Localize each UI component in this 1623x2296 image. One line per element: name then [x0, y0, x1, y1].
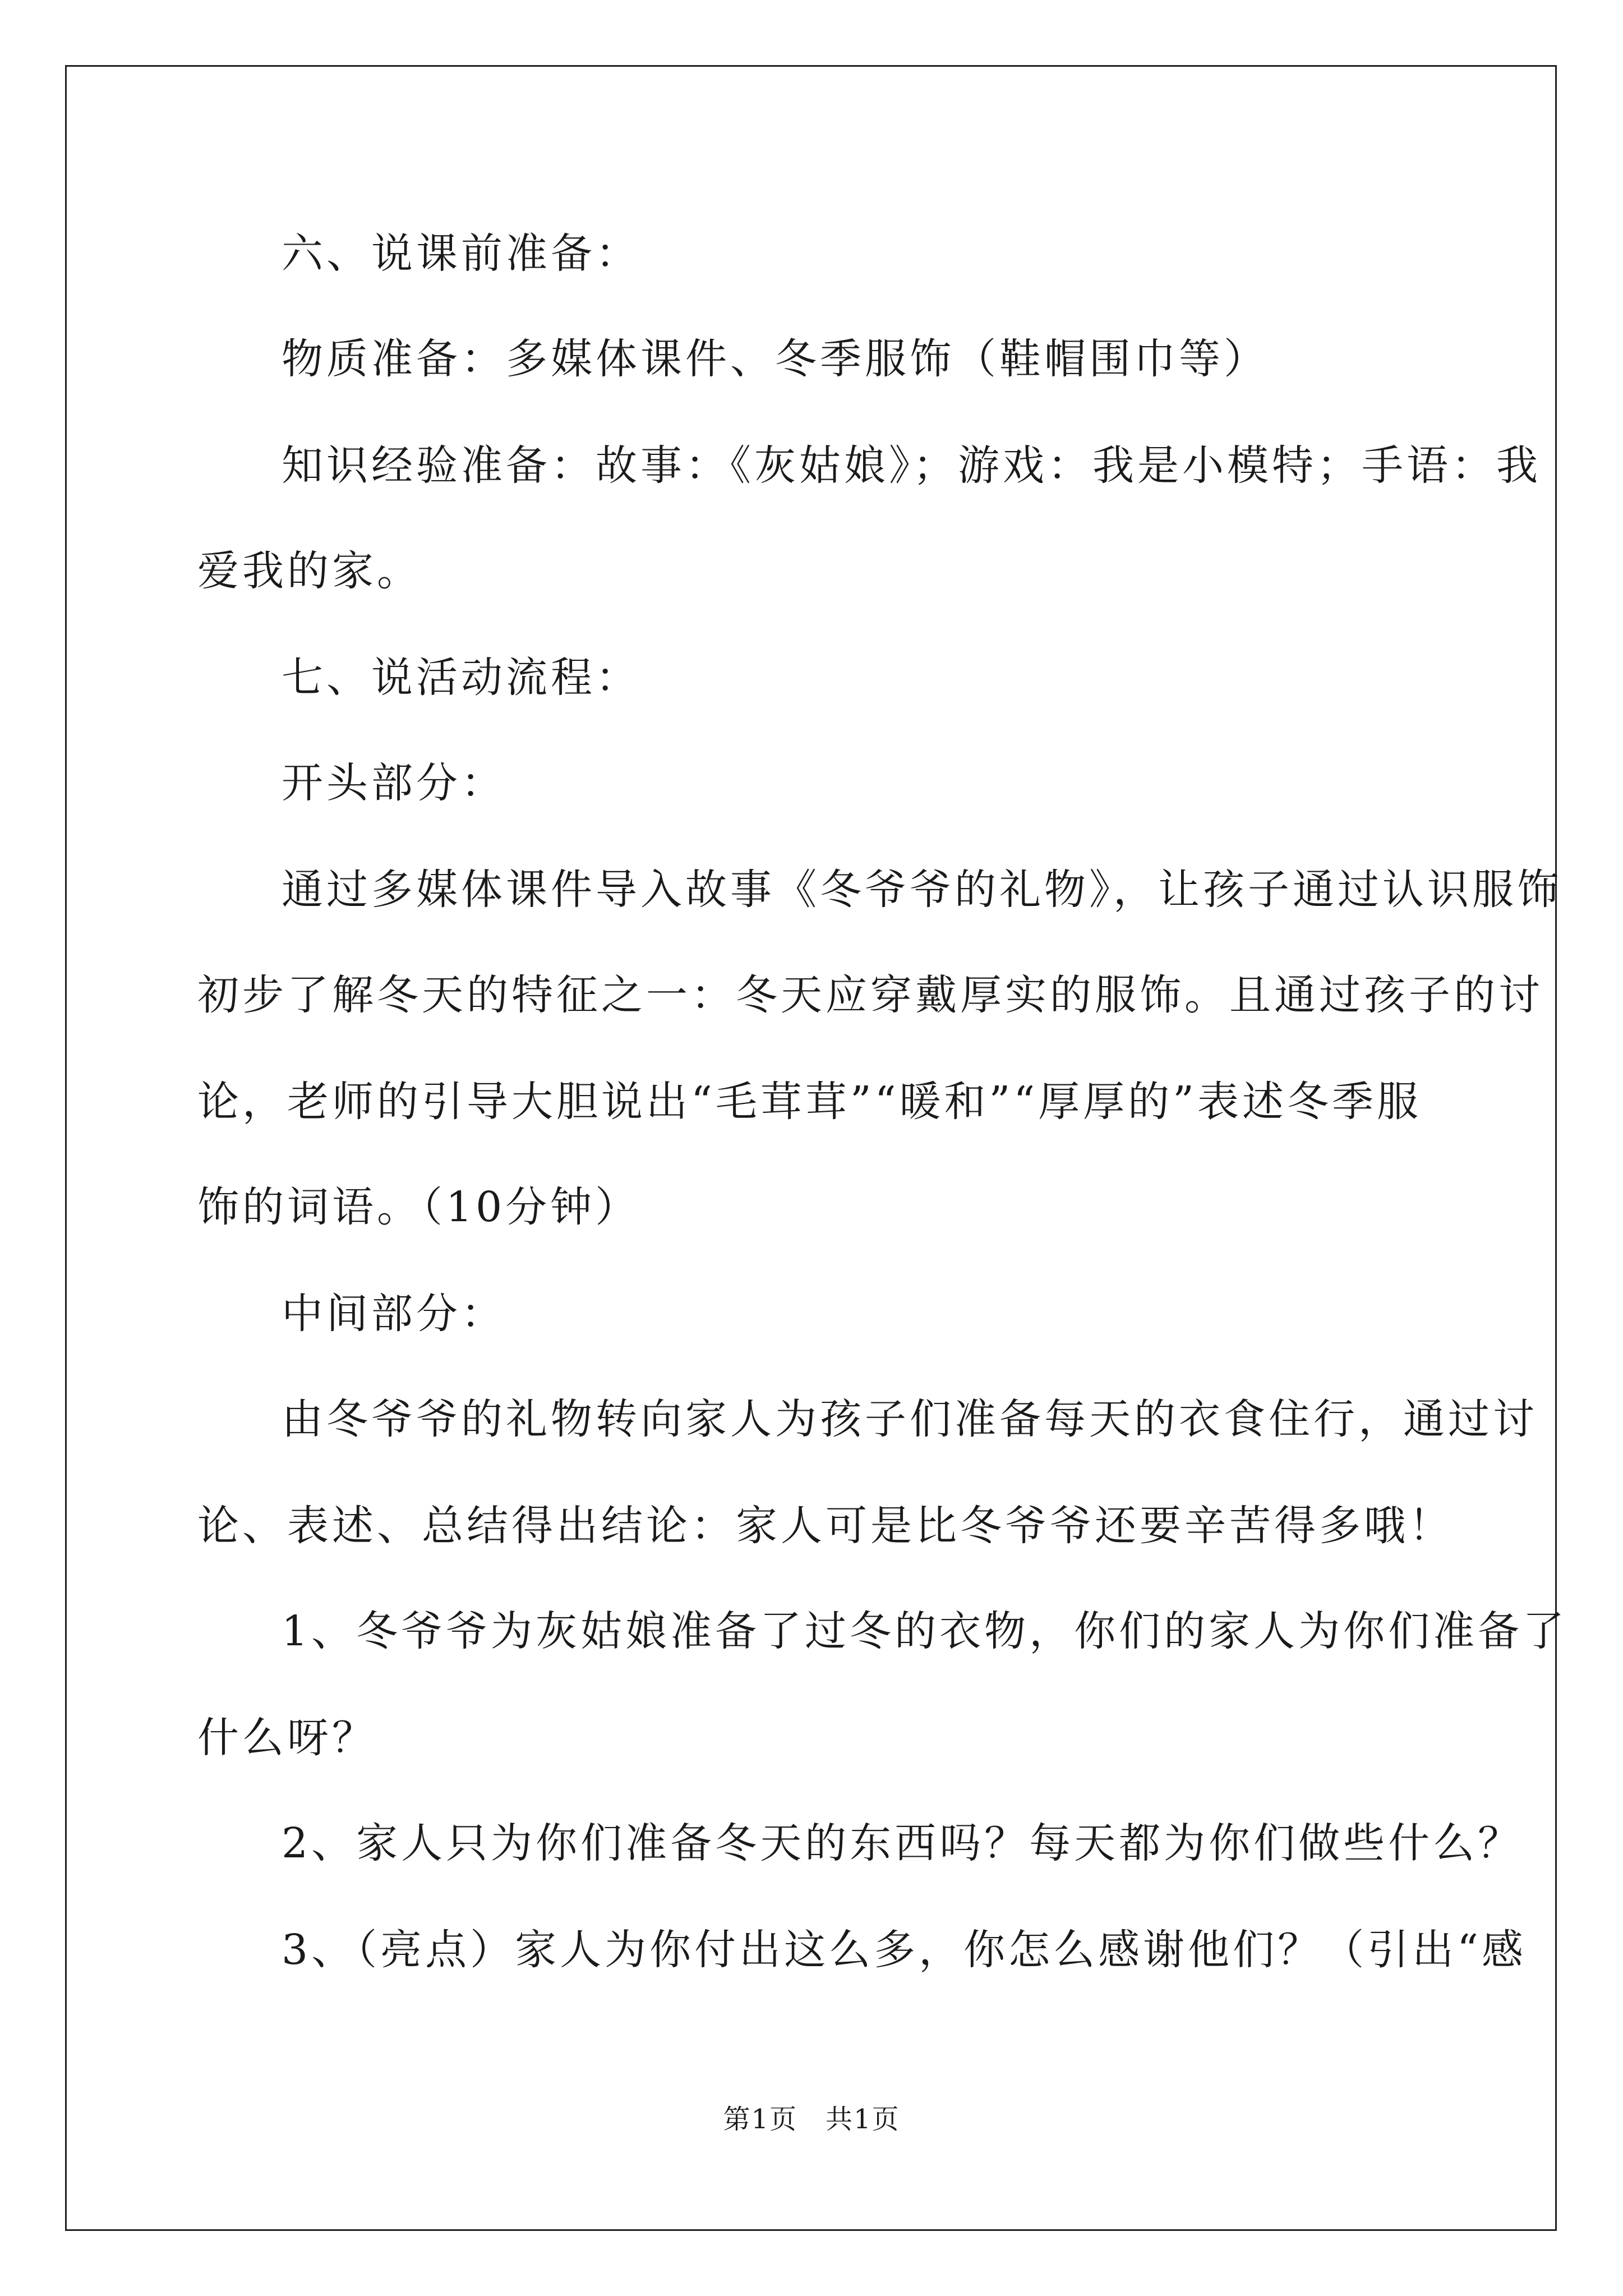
- page-border: [65, 65, 1557, 2231]
- paragraph-line: 论，老师的引导大胆说出“毛茸茸”“暖和”“厚厚的”表述冬季服: [197, 1078, 1422, 1126]
- paragraph-line: 初步了解冬天的特征之一：冬天应穿戴厚实的服饰。且通过孩子的讨: [197, 971, 1543, 1019]
- paragraph-line: 什么呀？: [197, 1714, 377, 1762]
- paragraph-line: 知识经验准备：故事：《灰姑娘》；游戏：我是小模特；手语：我: [282, 441, 1541, 490]
- list-item-2: 2、家人只为你们准备冬天的东西吗？每天都为你们做些什么？: [282, 1819, 1523, 1867]
- paragraph-line: 物质准备：多媒体课件、冬季服饰（鞋帽围巾等）: [282, 335, 1269, 383]
- subheading-middle: 中间部分：: [282, 1290, 506, 1338]
- subheading-opening: 开头部分：: [282, 759, 506, 807]
- paragraph-line: 论、表述、总结得出结论：家人可是比冬爷爷还要辛苦得多哦！: [197, 1502, 1454, 1550]
- page-number: 第1页 共1页: [723, 2104, 900, 2135]
- list-item-3: 3、（亮点）家人为你付出这么多，你怎么感谢他们？（引出“感: [282, 1926, 1527, 1974]
- paragraph-line: 通过多媒体课件导入故事《冬爷爷的礼物》，让孩子通过认识服饰: [282, 866, 1562, 914]
- section-heading-preparation: 六、说课前准备：: [282, 229, 640, 278]
- section-heading-process: 七、说活动流程：: [282, 654, 640, 702]
- paragraph-line: 爱我的家。: [197, 547, 422, 595]
- paragraph-line: 由冬爷爷的礼物转向家人为孩子们准备每天的衣食住行，通过讨: [282, 1395, 1538, 1443]
- list-item-1: 1、冬爷爷为灰姑娘准备了过冬的衣物，你们的家人为你们准备了: [282, 1607, 1568, 1655]
- paragraph-line: 饰的词语。（10分钟）: [197, 1183, 640, 1231]
